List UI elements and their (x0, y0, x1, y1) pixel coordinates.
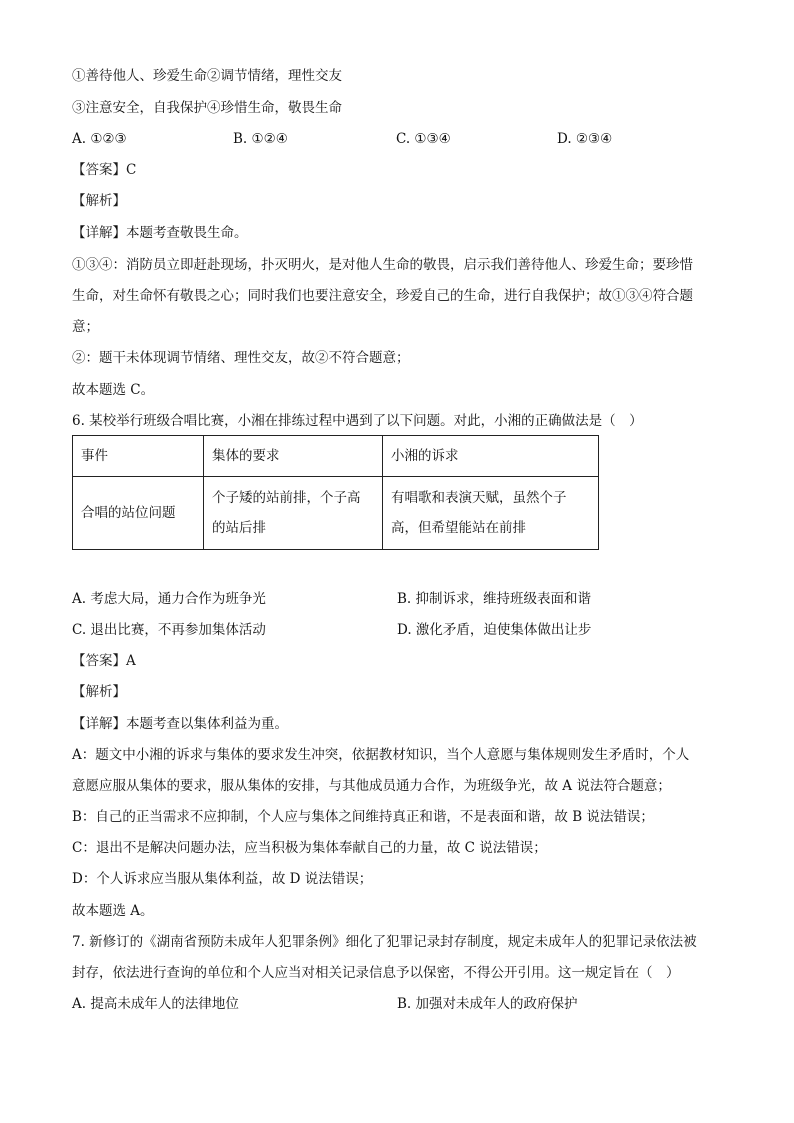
q7-option-a: A. 提高未成年人的法律地位 (72, 996, 239, 1012)
wish-line-2: 高，但希望能站在前排 (391, 520, 526, 536)
table-row (73, 477, 599, 550)
q6-explanation-a-line-2: 意愿应服从集体的要求，服从集体的安排，与其他成员通力合作，为班级争光，故 A 说法符合题意； (72, 778, 671, 794)
table-header-cell: 集体的要求 (204, 436, 383, 477)
q5-explanation-line-4: ②：题干未体现调节情绪、理性交友，故②不符合题意； (72, 350, 410, 366)
requirement-line-2: 的站后排 (212, 520, 266, 536)
q6-explanation-d: D：个人诉求应当服从集体利益，故 D 说法错误； (72, 871, 373, 887)
q5-answer: 【答案】C (72, 162, 137, 178)
q6-explanation-b: B：自己的正当需求不应抑制，个人应与集体之间维持真正和谐，不是表面和谐，故 B 说法错误； (72, 809, 654, 825)
q6-analysis-label: 【解析】 (72, 684, 126, 700)
q6-option-b: B. 抑制诉求，维持班级表面和谐 (397, 591, 592, 607)
q5-explanation-line-1: ①③④：消防员立即赶赴现场，扑灭明火，是对他人生命的敬畏，启示我们善待他人、珍爱生命；要珍惜 (72, 257, 693, 273)
q7-stem-line-1: 7. 新修订的《湖南省预防未成年人犯罪条例》细化了犯罪记录封存制度，规定未成年人的犯罪记录依法被 (72, 934, 697, 950)
q5-conclusion: 故本题选 C。 (72, 382, 155, 398)
q5-explanation-line-2: 生命，对生命怀有敬畏之心；同时我们也要注意安全，珍爱自己的生命，进行自我保护；故①③④符合题 (72, 288, 693, 304)
table-cell-wish (383, 477, 599, 550)
q5-option-b: B. ①②④ (233, 131, 288, 147)
q7-stem-line-2: 封存，依法进行查询的单位和个人应当对相关记录信息予以保密，不得公开引用。这一规定旨在（ ） (72, 965, 680, 981)
requirement-line-1: 个子矮的站前排，个子高 (212, 490, 361, 506)
table-header-cell: 小湘的诉求 (383, 436, 599, 477)
q5-detail: 【详解】本题考查敬畏生命。 (72, 225, 248, 241)
q5-option-a: A. ①②③ (72, 131, 127, 147)
q6-explanation-c: C：退出不是解决问题办法，应当积极为集体奉献自己的力量，故 C 说法错误； (72, 840, 547, 856)
q5-analysis-label: 【解析】 (72, 193, 126, 209)
q6-detail: 【详解】本题考查以集体利益为重。 (72, 716, 288, 732)
q6-answer: 【答案】A (72, 653, 136, 669)
q5-item-line-2: ③注意安全，自我保护④珍惜生命，敬畏生命 (72, 100, 342, 116)
table-cell-requirement (204, 477, 383, 550)
q6-option-a: A. 考虑大局，通力合作为班争光 (72, 591, 266, 607)
q6-option-d: D. 激化矛盾，迫使集体做出让步 (397, 622, 592, 638)
q6-option-c: C. 退出比赛，不再参加集体活动 (72, 622, 266, 638)
q7-option-b: B. 加强对未成年人的政府保护 (397, 996, 578, 1012)
wish-line-1: 有唱歌和表演天赋，虽然个子 (391, 490, 567, 506)
q5-item-line-1: ①善待他人、珍爱生命②调节情绪，理性交友 (72, 68, 342, 84)
q6-table (72, 435, 599, 550)
q6-conclusion: 故本题选 A。 (72, 903, 154, 919)
table-header-cell: 事件 (73, 436, 204, 477)
q5-option-c: C. ①③④ (396, 131, 451, 147)
q6-stem: 6. 某校举行班级合唱比赛，小湘在排练过程中遇到了以下问题。对此，小湘的正确做法是（ ） (72, 413, 643, 429)
table-header-row (73, 436, 599, 477)
q5-explanation-line-3: 意； (72, 319, 99, 335)
table-cell-event: 合唱的站位问题 (73, 477, 204, 550)
q6-explanation-a-line-1: A：题文中小湘的诉求与集体的要求发生冲突，依据教材知识，当个人意愿与集体规则发生矛盾时，个人 (72, 747, 690, 763)
q5-option-d: D. ②③④ (557, 131, 613, 147)
